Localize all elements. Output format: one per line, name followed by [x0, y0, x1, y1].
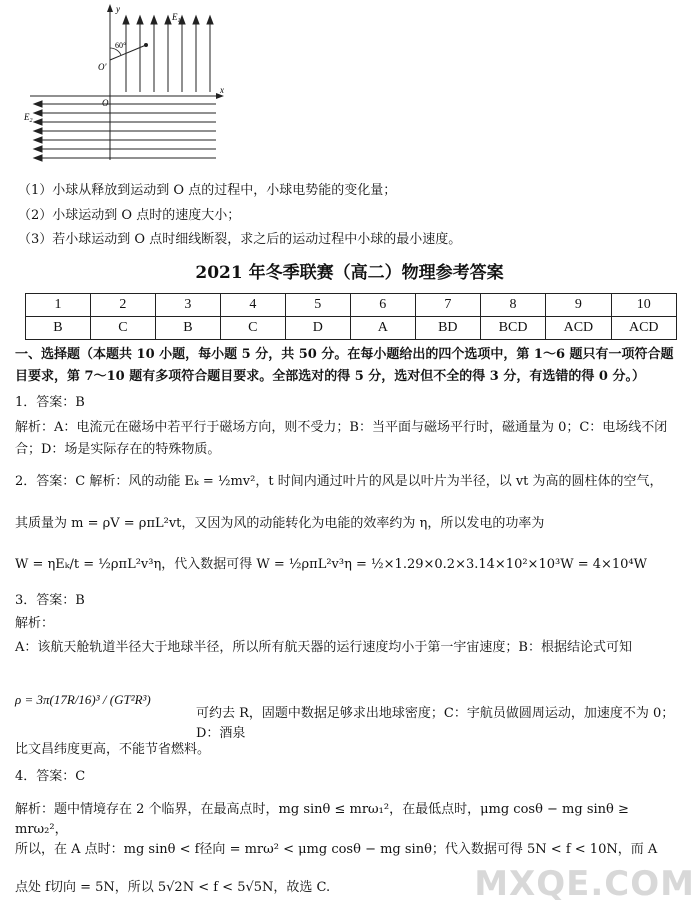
- x-axis-label: x: [220, 85, 224, 95]
- q-number: 10: [611, 294, 676, 317]
- q-answer: BCD: [480, 317, 545, 340]
- answer-1-explanation: 解析：A：电流元在磁场中若平行于磁场方向，则不受力；B：当平面与磁场平行时，磁通量为 0；C：电场线不闭合；D：场是实际存在的特殊物质。: [15, 420, 668, 457]
- section-heading: 一、选择题（本题共 10 小题，每小题 5 分，共 50 分。在每小题给出的四个选项中，第 1～6 题只有一项符合题目要求，第 7～10 题有多项符合题目要求。全部选对的得 5 分，选对但不全的得 3 分，有选错的得 0 分。）: [15, 347, 674, 384]
- answer-4-line2: 所以，在 A 点时：mg sinθ < f径向 = mrω² < μmg cosθ − mg sinθ；代入数据可得 5N < f < 10N，而 A: [15, 842, 658, 857]
- density-formula: ρ = 3π(17R/16)³ / (GT²R³): [15, 692, 151, 707]
- angle-label: 60°: [115, 41, 127, 50]
- question-3: （3）若小球运动到 O 点时细线断裂，求之后的运动过程中小球的最小速度。: [18, 232, 462, 247]
- q-answer: A: [350, 317, 415, 340]
- answer-3-line2: 可约去 R，固题中数据足够求出地球密度；C：宇航员做圆周运动，加速度不为 0；D：酒泉: [196, 706, 675, 741]
- answer-table: [25, 293, 677, 340]
- answer-3: 3．答案：B: [15, 593, 85, 608]
- e1-label: $E_1$: [172, 12, 181, 24]
- y-axis-label: y: [116, 4, 120, 14]
- answer-2-line3: W = ηEₖ/t = ½ρπL²v³η，代入数据可得 W = ½ρπL²v³η = ½×1.29×0.2×3.14×10²×10³W = 4×10⁴W: [15, 557, 647, 572]
- answer-table-answer-row: [26, 317, 677, 340]
- field-diagram: [20, 0, 230, 170]
- question-1: （1）小球从释放到运动到 O 点的过程中，小球电势能的变化量；: [18, 183, 397, 198]
- answer-3-line3: 比文昌纬度更高，不能节省燃料。: [15, 742, 211, 757]
- q-answer: B: [155, 317, 220, 340]
- page-title: 2021 年冬季联赛（高二）物理参考答案: [195, 263, 504, 283]
- answer-2-line2: 其质量为 m = ρV = ρπL²vt，又因为风的动能转化为电能的效率约为 η，所以发电的功率为: [15, 516, 545, 531]
- answer-1: 1．答案：B: [15, 395, 85, 410]
- q-answer: C: [220, 317, 285, 340]
- field-e2-lines: [34, 101, 216, 161]
- q-answer: ACD: [611, 317, 676, 340]
- answer-3-label: 解析：: [15, 616, 55, 631]
- watermark: MXQE.COM: [474, 864, 695, 904]
- e2-label: $E_2$: [24, 112, 33, 124]
- answer-2-line1: 2．答案：C 解析：风的动能 Eₖ = ½mv²，t 时间内通过叶片的风是以叶片为半径，以 vt 为高的圆柱体的空气，: [15, 474, 663, 489]
- field-e1-lines: [123, 16, 213, 92]
- q-number: 8: [480, 294, 545, 317]
- q-answer: BD: [415, 317, 480, 340]
- q-number: 9: [546, 294, 611, 317]
- q-number: 2: [90, 294, 155, 317]
- q-number: 3: [155, 294, 220, 317]
- origin-label: O: [102, 98, 109, 108]
- answer-table-number-row: [26, 294, 677, 317]
- q-number: 7: [415, 294, 480, 317]
- q-answer: C: [90, 317, 155, 340]
- q-number: 1: [26, 294, 91, 317]
- q-answer: ACD: [546, 317, 611, 340]
- q-number: 6: [350, 294, 415, 317]
- q-number: 5: [285, 294, 350, 317]
- answer-3-line1: A：该航天舱轨道半径大于地球半径，所以所有航天器的运行速度均小于第一宇宙速度；B：根据结论式可知: [15, 640, 632, 655]
- answer-4: 4．答案：C: [15, 769, 86, 784]
- q-answer: B: [26, 317, 91, 340]
- q-number: 4: [220, 294, 285, 317]
- q-answer: D: [285, 317, 350, 340]
- answer-4-line3: 点处 f切向 = 5N，所以 5√2N < f < 5√5N，故选 C.: [15, 880, 331, 895]
- question-2: （2）小球运动到 O 点时的速度大小；: [18, 208, 241, 223]
- answer-4-line1: 解析：题中情境存在 2 个临界，在最高点时，mg sinθ ≤ mrω₁²，在最低点时，μmg cosθ − mg sinθ ≥ mrω₂²，: [15, 802, 629, 837]
- point-o-prime: O': [98, 62, 107, 72]
